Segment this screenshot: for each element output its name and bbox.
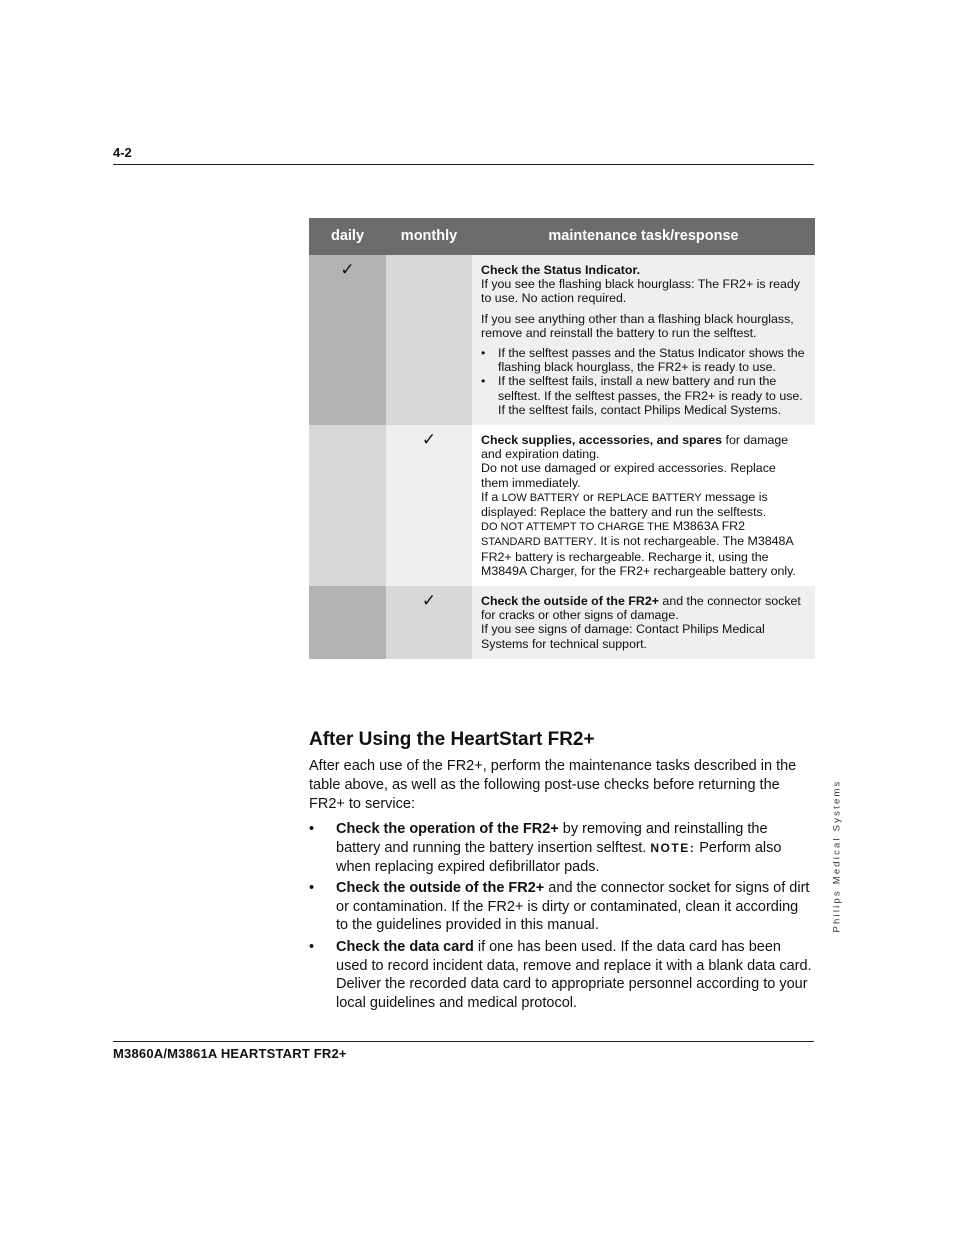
task-warning: DO NOT ATTEMPT TO CHARGE THE M3863A FR2 STANDARD BATTERY. It is not rechargeable. The M3848A FR2+ battery is rechargeable. Recharge it, using the M3849A Charger, for the FR2+ rechargeable battery only.: [481, 519, 796, 578]
task-title: Check the Status Indicator.: [481, 263, 641, 277]
footer-title: M3860A/M3861A HEARTSTART FR2+: [113, 1046, 347, 1061]
task-title: Check the outside of the FR2+: [481, 594, 659, 609]
task-text: Do not use damaged or expired accessories. Replace them immediately.: [481, 461, 776, 490]
task-title-rest: for damage and expiration dating.: [481, 433, 789, 462]
monthly-check-icon: ✓: [386, 425, 472, 586]
bullet-icon: •: [481, 374, 486, 389]
daily-cell: [309, 586, 386, 659]
table-row: [309, 425, 815, 586]
task-text: If a LOW BATTERY or REPLACE BATTERY message is displayed: Replace the battery and run the selftests.: [481, 489, 768, 520]
page-number: 4-2: [113, 145, 132, 160]
list-item-title: Check the outside of the FR2+: [336, 879, 545, 896]
list-item: [481, 346, 805, 374]
bullet-icon: •: [481, 346, 486, 361]
list-item-text: if one has been used. If the data card has been used to record incident data, remove and replace it with a blank data card. Deliver the recorded data card to appropriate personnel according to your local guidelines and medical protocol.: [336, 938, 812, 1012]
list-item-text: and the connector socket for signs of dirt or contamination. If the FR2+ is dirty or contaminated, clean it according to the guidelines provided in this manual.: [336, 879, 810, 934]
daily-cell: [309, 425, 386, 586]
list-item-text: by removing and reinstalling the battery and running the battery insertion selftest.: [336, 821, 768, 856]
list-item: [309, 938, 814, 1013]
maintenance-table: [309, 218, 815, 659]
column-header-monthly: monthly: [386, 218, 472, 255]
list-item: [481, 374, 805, 417]
note-label: NOTE:: [650, 840, 696, 855]
list-item: [309, 820, 814, 876]
header-rule: [113, 164, 814, 165]
task-text: If you see signs of damage: Contact Philips Medical Systems for technical support.: [481, 622, 765, 651]
monthly-check-icon: ✓: [386, 586, 472, 659]
column-header-task: maintenance task/response: [472, 218, 815, 255]
table-header-row: [309, 218, 815, 255]
list-item-text: If the selftest passes and the Status Indicator shows the flashing black hourglass, the FR2+ is ready to use.: [498, 346, 805, 375]
task-text: If you see the flashing black hourglass: The FR2+ is ready to use. No action required.: [481, 277, 801, 306]
list-item-title: Check the operation of the FR2+: [336, 821, 559, 837]
bullet-icon: •: [309, 821, 315, 837]
table-row: [309, 255, 815, 425]
task-bullet-list: [481, 346, 805, 417]
task-cell: [472, 586, 815, 659]
section-intro: After each use of the FR2+, perform the maintenance tasks described in the table above, as well as the following post-use checks before returning the FR2+ to service:: [309, 758, 797, 812]
table-row: [309, 586, 815, 659]
section-heading: After Using the HeartStart FR2+: [309, 729, 595, 750]
bullet-icon: •: [309, 938, 315, 955]
task-cell: [472, 425, 815, 586]
monthly-cell: [386, 255, 472, 425]
list-item: [309, 879, 814, 935]
task-title-rest: and the connector socket for cracks or other signs of damage.: [481, 594, 801, 623]
list-item-title: Check the data card: [336, 938, 474, 955]
bullet-icon: •: [309, 879, 315, 896]
daily-check-icon: ✓: [309, 255, 386, 425]
footer-rule: [113, 1041, 814, 1042]
column-header-daily: daily: [309, 218, 386, 255]
task-text: If you see anything other than a flashing black hourglass, remove and reinstall the battery to run the selftest.: [481, 311, 794, 340]
list-item-text: If the selftest fails, install a new battery and run the selftest. If the selftest passes, the FR2+ is ready to use. If the selftest fails, contact Philips Medical Systems.: [498, 374, 803, 417]
task-title: Check supplies, accessories, and spares: [481, 433, 723, 448]
note-text: Perform also when replacing expired defibrillator pads.: [336, 839, 782, 875]
task-cell: [472, 255, 815, 425]
post-use-checklist: [309, 820, 814, 1015]
side-brand-label: Philips Medical Systems: [831, 779, 843, 933]
